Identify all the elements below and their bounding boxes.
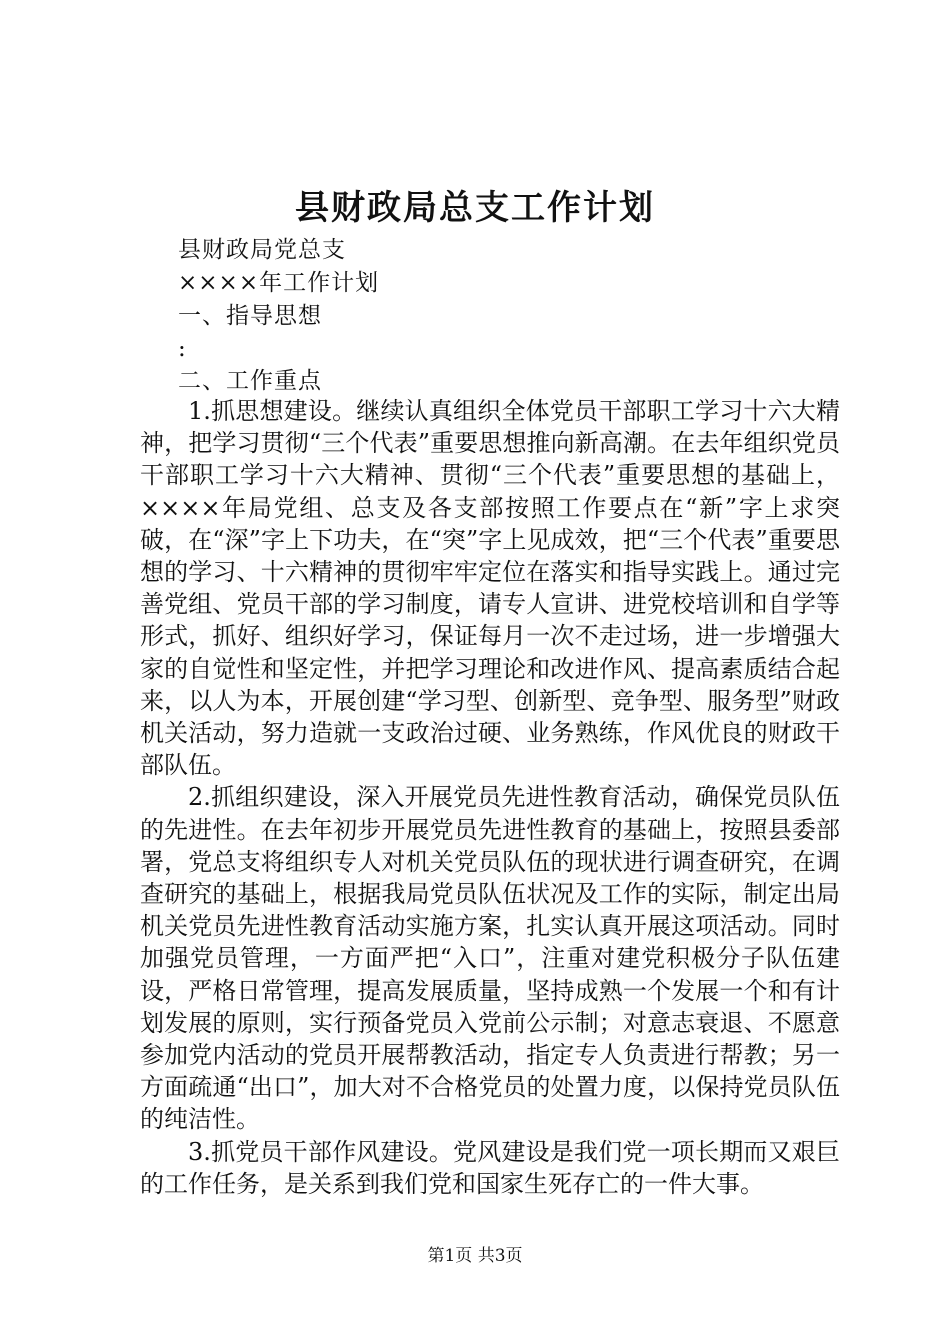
section-heading-work-focus: 二、工作重点 bbox=[178, 368, 322, 394]
body-text bbox=[140, 395, 840, 1200]
colon-line: : bbox=[178, 336, 187, 362]
plan-year-line: ××××年工作计划 bbox=[178, 270, 380, 296]
org-name-line: 县财政局党总支 bbox=[178, 237, 346, 263]
document-title: 县财政局总支工作计划 bbox=[295, 188, 655, 228]
page-number-footer: 第1页 共3页 bbox=[427, 1246, 523, 1266]
section-heading-guiding-thought: 一、指导思想 bbox=[178, 303, 322, 329]
paragraph-work-style-building: 3.抓党员干部作风建设。党风建设是我们党一项长期而又艰巨的工作任务，是关系到我们党和国家生死存亡的一件大事。 bbox=[140, 1137, 840, 1198]
paragraph-organizational-building: 2.抓组织建设，深入开展党员先进性教育活动，确保党员队伍的先进性。在去年初步开展党员先进性教育的基础上，按照县委部署，党总支将组织专人对机关党员队伍的现状进行调查研究，在调查研究的基础上，根据我局党员队伍状况及工作的实际，制定出局机关党员先进性教育活动实施方案，扎实认真开展这项活动。同时加强党员管理，一方面严把“入口”，注重对建党积极分子队伍建设，严格日常管理，提高发展质量，坚持成熟一个发展一个和有计划发展的原则，实行预备党员入党前公示制；对意志衰退、不愿意参加党内活动的党员开展帮教活动，指定专人负责进行帮教；另一方面疏通“出口”，加大对不合格党员的处置力度，以保持党员队伍的纯洁性。 bbox=[140, 783, 840, 1134]
paragraph-ideological-building: 1.抓思想建设。继续认真组织全体党员干部职工学习十六大精神，把学习贯彻“三个代表”重要思想推向新高潮。在去年组织党员干部职工学习十六大精神、贯彻“三个代表”重要思想的基础上，××××年局党组、总支及各支部按照工作要点在“新”字上求突破，在“深”字上下功夫，在“突”字上见成效，把“三个代表”重要思想的学习、十六精神的贯彻牢牢定位在落实和指导实践上。通过完善党组、党员干部的学习制度，请专人宣讲、进党校培训和自学等形式，抓好、组织好学习，保证每月一次不走过场，进一步增强大家的自觉性和坚定性，并把学习理论和改进作风、提高素质结合起来，以人为本，开展创建“学习型、创新型、竞争型、服务型”财政机关活动，努力造就一支政治过硬、业务熟练，作风优良的财政干部队伍。 bbox=[140, 397, 840, 780]
